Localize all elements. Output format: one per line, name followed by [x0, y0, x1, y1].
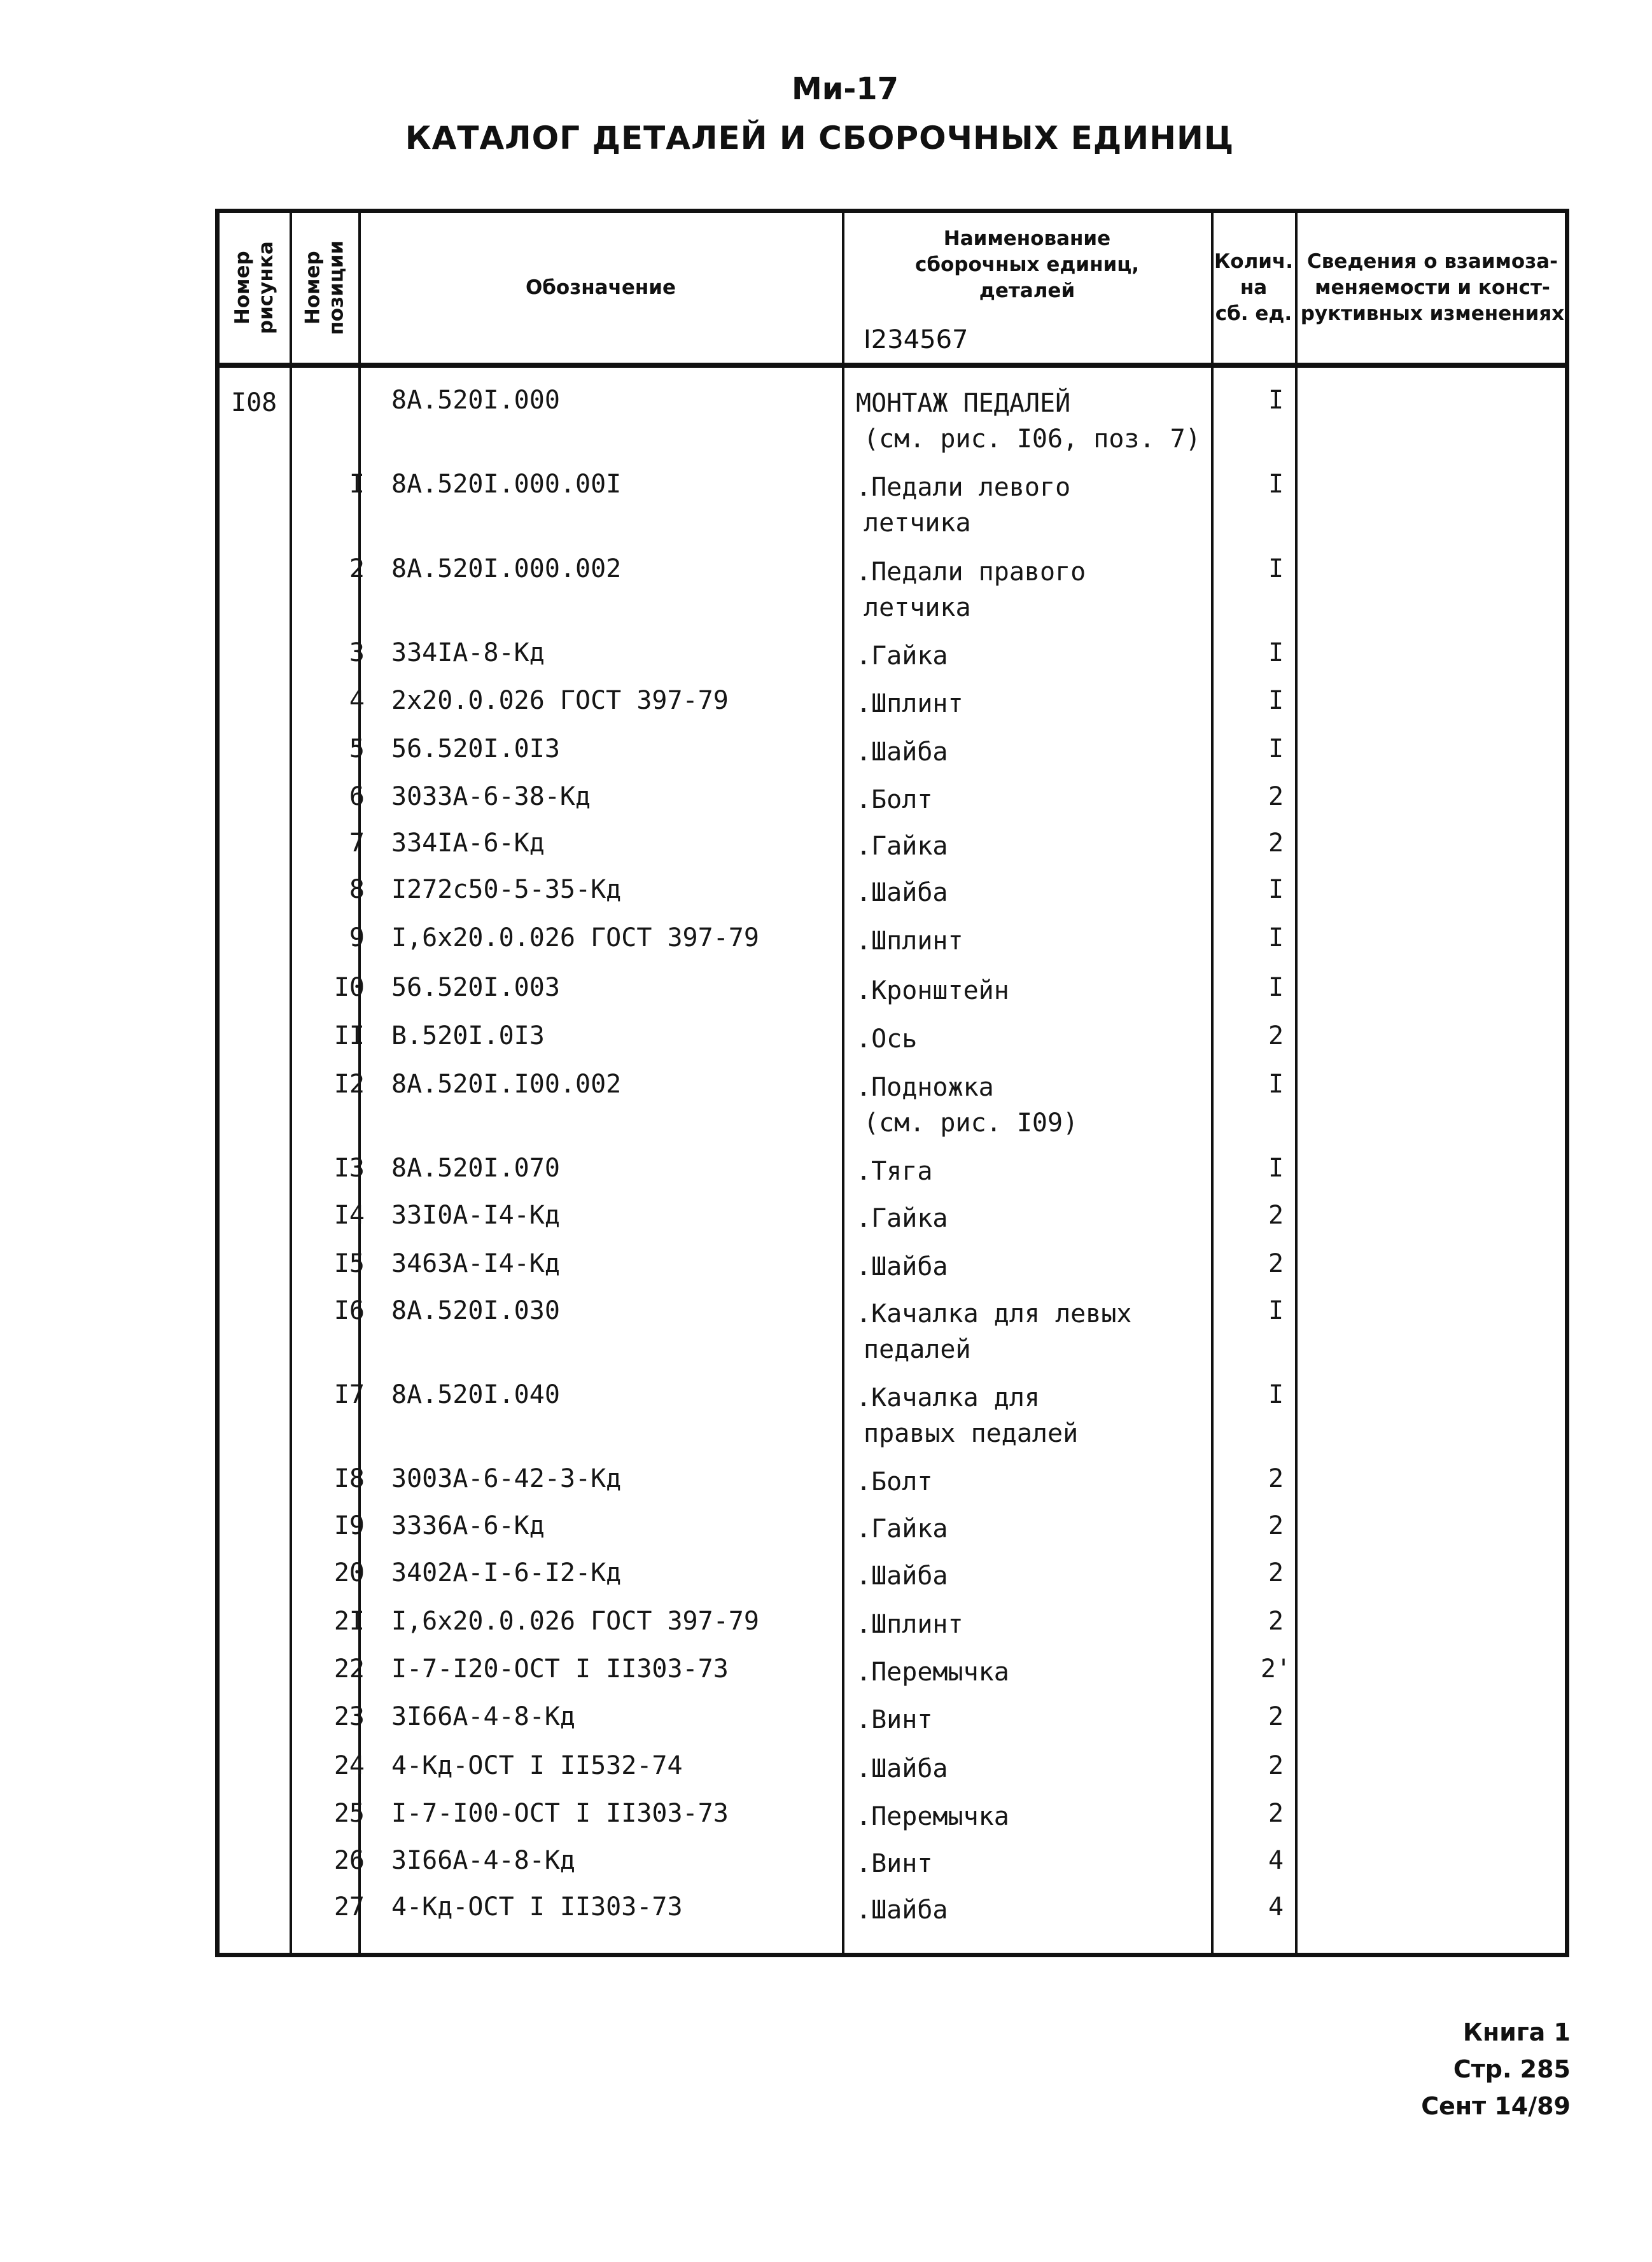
row-name: .Шайба — [856, 878, 948, 907]
row-name: .Шплинт — [856, 926, 963, 956]
row-quantity: 2 — [1268, 828, 1284, 858]
row-name: .Качалка для левых — [856, 1299, 1132, 1329]
book-number: Книга 1 — [1462, 2018, 1571, 2046]
row-quantity: 2 — [1268, 1799, 1284, 1828]
row-name: .Шайба — [856, 1561, 948, 1591]
catalog-title: КАТАЛОГ ДЕТАЛЕЙ И СБОРОЧНЫХ ЕДИНИЦ — [405, 120, 1235, 157]
column-header-name: Наименование сборочных единиц, деталей — [914, 227, 1139, 302]
row-position: 27 — [333, 1892, 365, 1922]
row-position: 24 — [333, 1751, 365, 1780]
row-designation: 334IА-6-Кд — [391, 828, 545, 858]
row-position: 23 — [333, 1702, 365, 1731]
row-designation: 2х20.0.026 ГОСТ 397-79 — [391, 686, 729, 715]
row-quantity: I — [1268, 686, 1284, 715]
row-designation: 3033А-6-38-Кд — [391, 782, 591, 811]
row-position: I3 — [333, 1154, 365, 1183]
row-designation: 8А.520I.070 — [391, 1154, 560, 1183]
row-designation: 3336А-6-Кд — [391, 1511, 545, 1540]
row-position: I5 — [333, 1249, 365, 1278]
row-name: .Тяга — [856, 1157, 933, 1186]
revision-date: Сент 14/89 — [1421, 2092, 1571, 2120]
row-designation: 3I66А-4-8-Кд — [391, 1846, 575, 1875]
row-position: I4 — [333, 1201, 365, 1230]
row-quantity: I — [1268, 1380, 1284, 1409]
column-header-code: I234567 — [864, 325, 969, 354]
parts-table — [215, 209, 1569, 1957]
row-quantity: I — [1268, 554, 1284, 583]
row-position: 2 — [349, 554, 365, 583]
row-designation: 8А.520I.000.002 — [391, 554, 622, 583]
row-position: 9 — [349, 923, 365, 953]
row-designation: В.520I.0I3 — [391, 1021, 545, 1051]
row-designation: I-7-I20-ОСТ I II303-73 — [391, 1654, 729, 1684]
row-quantity: I — [1268, 875, 1284, 904]
row-name: .Шайба — [856, 1252, 948, 1281]
row-designation: 3402А-I-6-I2-Кд — [391, 1558, 622, 1588]
row-quantity: 2 — [1268, 1201, 1284, 1230]
row-position: 7 — [349, 828, 365, 858]
row-name: .Гайка — [856, 832, 948, 861]
row-name: .Качалка для — [856, 1383, 1040, 1413]
row-designation: 8А.520I.030 — [391, 1296, 560, 1325]
row-quantity: 2 — [1268, 1702, 1284, 1731]
row-name-continuation: педалей — [864, 1335, 971, 1364]
row-designation: 56.520I.003 — [391, 973, 560, 1002]
row-quantity: 2 — [1268, 1249, 1284, 1278]
row-designation: 8А.520I.040 — [391, 1380, 560, 1409]
row-position: 2I — [333, 1607, 365, 1636]
row-designation: 3463А-I4-Кд — [391, 1249, 560, 1278]
row-designation: 334IА-8-Кд — [391, 638, 545, 667]
row-position: 8 — [349, 875, 365, 904]
row-quantity: 2 — [1268, 1464, 1284, 1493]
row-position: I9 — [333, 1511, 365, 1540]
row-name: .Болт — [856, 785, 933, 814]
row-name: .Педали левого — [856, 473, 1071, 502]
row-position: 25 — [333, 1799, 365, 1828]
row-name-continuation: (см. рис. I09) — [864, 1108, 1079, 1138]
row-designation: 33I0А-I4-Кд — [391, 1201, 560, 1230]
row-name: .Гайка — [856, 1204, 948, 1233]
row-name: .Кронштейн — [856, 976, 1009, 1005]
row-name: .Шайба — [856, 737, 948, 767]
row-quantity: I — [1268, 386, 1284, 415]
row-quantity: 2 — [1268, 1607, 1284, 1636]
row-quantity: 2 — [1268, 1558, 1284, 1588]
row-name: .Шайба — [856, 1895, 948, 1925]
row-name: .Винт — [856, 1849, 933, 1878]
row-position: I2 — [333, 1070, 365, 1099]
row-quantity: I — [1268, 973, 1284, 1002]
row-name: .Шплинт — [856, 1610, 963, 1639]
row-quantity: I — [1268, 638, 1284, 667]
row-name-continuation: летчика — [864, 508, 971, 538]
row-name: .Болт — [856, 1467, 933, 1497]
row-quantity: I — [1268, 923, 1284, 953]
row-quantity: 2 — [1268, 782, 1284, 811]
row-name: .Гайка — [856, 1514, 948, 1544]
row-name: .Гайка — [856, 641, 948, 671]
row-position: 5 — [349, 734, 365, 764]
row-position: 22 — [333, 1654, 365, 1684]
row-quantity: I — [1268, 470, 1284, 499]
row-name: .Ось — [856, 1024, 918, 1054]
row-designation: I-7-I00-ОСТ I II303-73 — [391, 1799, 729, 1828]
row-designation: 4-Кд-ОСТ I II303-73 — [391, 1892, 683, 1922]
row-name-continuation: (см. рис. I06, поз. 7) — [864, 424, 1201, 454]
row-name: .Перемычка — [856, 1802, 1009, 1831]
row-designation: 3003А-6-42-3-Кд — [391, 1464, 622, 1493]
row-position: 26 — [333, 1846, 365, 1875]
row-quantity: I — [1268, 1070, 1284, 1099]
row-designation: 4-Кд-ОСТ I II532-74 — [391, 1751, 683, 1780]
row-designation: I,6х20.0.026 ГОСТ 397-79 — [391, 1607, 759, 1636]
page-footer — [1421, 2014, 1571, 2125]
row-position: 4 — [349, 686, 365, 715]
aircraft-title: Ми-17 — [791, 71, 899, 107]
row-name: .Винт — [856, 1705, 933, 1735]
row-position: 3 — [349, 638, 365, 667]
row-position: II — [333, 1021, 365, 1051]
row-name: .Подножка — [856, 1073, 994, 1102]
row-quantity: I — [1268, 1296, 1284, 1325]
row-quantity: 2 — [1268, 1021, 1284, 1051]
row-designation: 56.520I.0I3 — [391, 734, 560, 764]
row-designation: I,6х20.0.026 ГОСТ 397-79 — [391, 923, 759, 953]
row-name: .Шайба — [856, 1754, 948, 1784]
row-position: I7 — [333, 1380, 365, 1409]
row-designation: 3I66А-4-8-Кд — [391, 1702, 575, 1731]
row-name: .Шплинт — [856, 689, 963, 718]
row-name: МОНТАЖ ПЕДАЛЕЙ — [856, 389, 1071, 418]
row-quantity: 4 — [1268, 1846, 1284, 1875]
row-position: I — [349, 470, 365, 499]
row-position: I6 — [333, 1296, 365, 1325]
row-designation: 8А.520I.I00.002 — [391, 1070, 622, 1099]
row-quantity: I — [1268, 1154, 1284, 1183]
column-header-designation: Обозначение — [525, 276, 676, 300]
row-designation: I272с50-5-35-Кд — [391, 875, 622, 904]
column-header-position: Номер позиции — [300, 241, 347, 335]
row-name: .Педали правого — [856, 557, 1086, 587]
column-header-quantity: Колич. на сб. ед. — [1214, 250, 1294, 325]
row-quantity: 2 — [1268, 1751, 1284, 1780]
row-position: I8 — [333, 1464, 365, 1493]
row-name-continuation: правых педалей — [864, 1419, 1079, 1448]
page-number: Стр. 285 — [1453, 2055, 1571, 2083]
row-position: I0 — [333, 973, 365, 1002]
figure-number: I08 — [231, 388, 277, 417]
row-name-continuation: летчика — [864, 593, 971, 622]
row-position: 20 — [333, 1558, 365, 1588]
column-header-changes: Сведения о взаимоза- меняемости и конст- руктивных изменениях — [1300, 250, 1565, 325]
column-header-figure: Номер рисунка — [230, 241, 277, 335]
row-quantity: 2 — [1268, 1511, 1284, 1540]
row-designation: 8А.520I.000.00I — [391, 470, 622, 499]
row-quantity: I — [1268, 734, 1284, 764]
row-designation: 8А.520I.000 — [391, 386, 560, 415]
row-quantity: 4 — [1268, 1892, 1284, 1922]
row-quantity: 2' — [1260, 1654, 1292, 1684]
row-name: .Перемычка — [856, 1658, 1009, 1687]
row-position: 6 — [349, 782, 365, 811]
